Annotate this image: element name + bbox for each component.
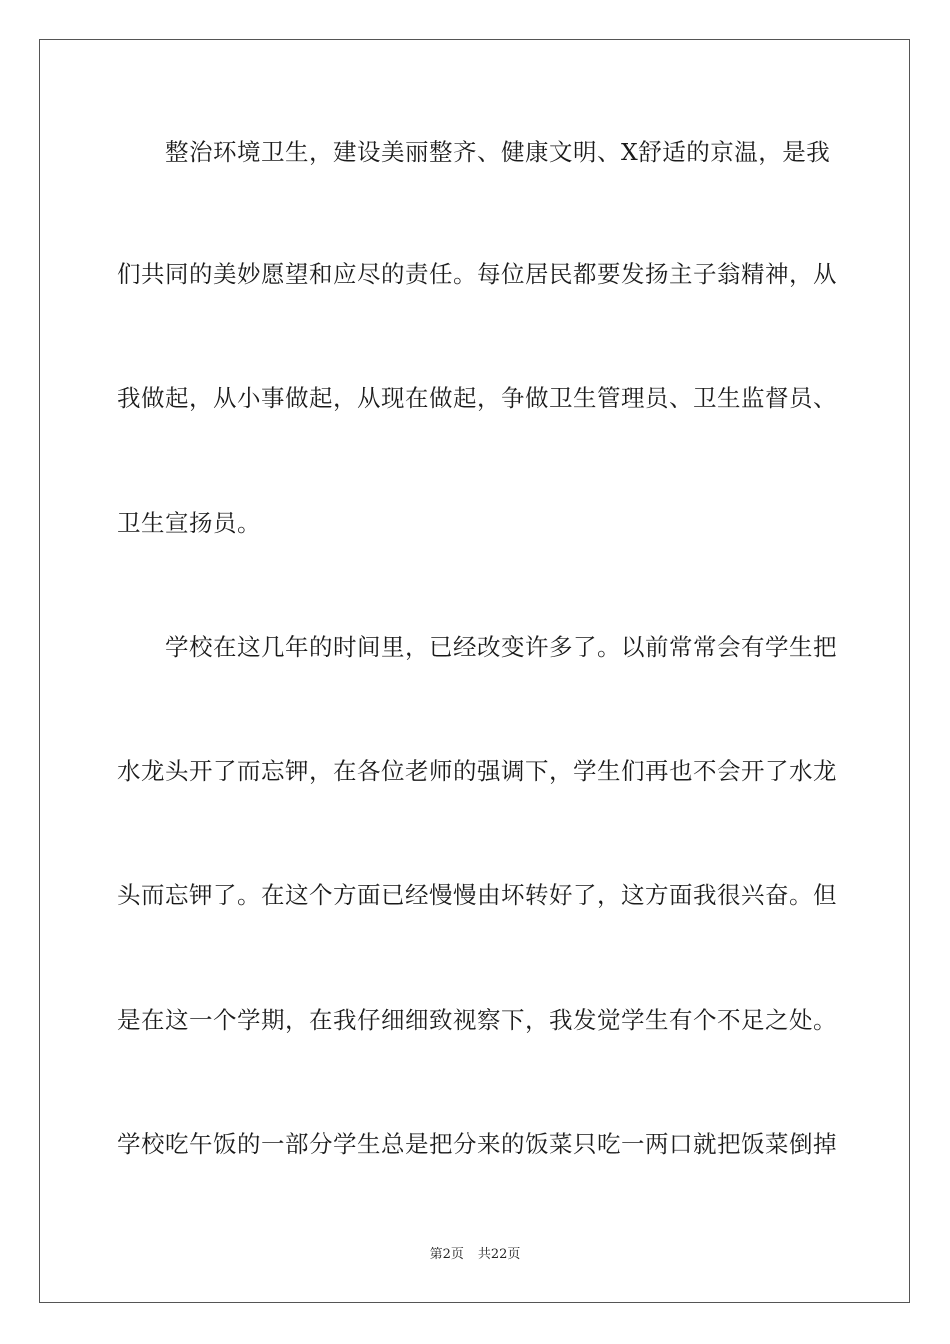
text-line: 我做起，从小事做起，从现在做起，争做卫生管理员、卫生监督员、 <box>117 384 837 412</box>
page-footer <box>0 1247 950 1263</box>
page-total: 共22页 <box>477 1247 521 1262</box>
text-line: 水龙头开了而忘钾，在各位老师的强调下，学生们再也不会开了水龙 <box>117 757 837 785</box>
text-line: 是在这一个学期，在我仔细细致视察下，我发觉学生有个不足之处。 <box>117 1006 837 1034</box>
text-line: 学校在这几年的时间里，已经改变许多了。以前常常会有学生把 <box>117 633 837 661</box>
text-line: 整治环境卫生，建设美丽整齐、健康文明、X舒适的京温，是我 <box>117 138 831 166</box>
text-line: 头而忘钾了。在这个方面已经慢慢由坏转好了，这方面我很兴奋。但 <box>117 881 837 909</box>
text-line: 卫生宣扬员。 <box>117 509 261 537</box>
page-number: 第2页 <box>429 1247 464 1262</box>
page-border <box>39 39 910 1303</box>
text-line: 学校吃午饭的一部分学生总是把分来的饭菜只吃一两口就把饭菜倒掉 <box>117 1130 837 1158</box>
text-line: 们共同的美妙愿望和应尽的责任。每位居民都要发扬主子翁精神，从 <box>117 260 837 288</box>
